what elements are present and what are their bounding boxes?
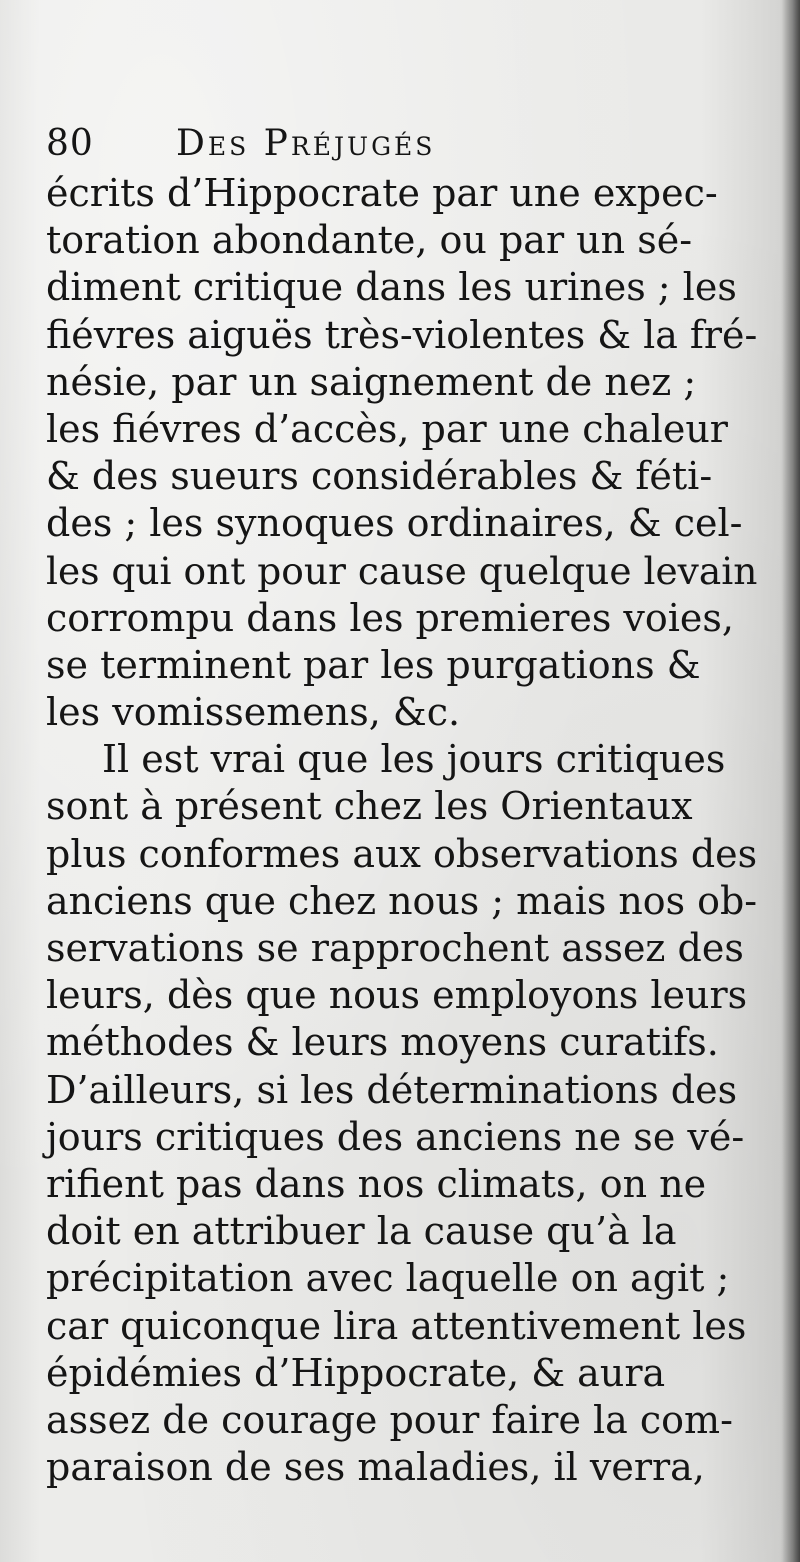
text-line: épidémies d’Hippocrate, & aura bbox=[46, 1350, 666, 1395]
text-line: corrompu dans les premieres voies, bbox=[46, 595, 734, 640]
text-line: écrits d’Hippocrate par une expec- bbox=[46, 171, 718, 215]
body-text bbox=[46, 170, 758, 1491]
text-line: les vomissemens, &c. bbox=[46, 690, 461, 735]
text-line: diment critique dans les urines ; les bbox=[46, 265, 737, 310]
text-line: servations se rapprochent assez des bbox=[46, 926, 744, 970]
text-line: plus conformes aux observations des bbox=[46, 831, 758, 876]
text-line: méthodes & leurs moyens curatifs. bbox=[46, 1020, 719, 1065]
page-number: 80 bbox=[46, 123, 94, 164]
text-line: anciens que chez nous ; mais nos ob- bbox=[46, 878, 758, 923]
text-line: leurs, dès que nous employons leurs bbox=[46, 973, 748, 1018]
text-line: toration abondante, ou par un sé- bbox=[46, 218, 693, 263]
page-edge-shadow bbox=[782, 0, 800, 1562]
text-line: jours critiques des anciens ne se vé- bbox=[46, 1114, 745, 1159]
running-title: Des Préjugés bbox=[176, 123, 436, 164]
text-line: fiévres aiguës très-violentes & la fré- bbox=[46, 312, 758, 357]
paragraph-first-line: Il est vrai que les jours critiques bbox=[102, 737, 726, 782]
text-line: les qui ont pour cause quelque levain bbox=[46, 548, 758, 593]
text-line: assez de courage pour faire la com- bbox=[46, 1397, 733, 1442]
text-line: précipitation avec laquelle on agit ; bbox=[46, 1256, 730, 1301]
page-header bbox=[46, 118, 766, 170]
text-line: des ; les synoques ordinaires, & cel- bbox=[46, 501, 743, 546]
text-line: se terminent par les purgations & bbox=[46, 642, 701, 687]
text-line: doit en attribuer la cause qu’à la bbox=[46, 1209, 677, 1254]
text-line: car quiconque lira attentivement les bbox=[46, 1303, 747, 1348]
text-line: D’ailleurs, si les déterminations des bbox=[46, 1067, 738, 1112]
text-line: paraison de ses maladies, il verra, bbox=[46, 1445, 705, 1490]
text-line: sont à présent chez les Orientaux bbox=[46, 784, 693, 829]
text-line: les fiévres d’accès, par une chaleur bbox=[46, 406, 728, 451]
text-line: rifient pas dans nos climats, on ne bbox=[46, 1161, 707, 1206]
text-line: nésie, par un saignement de nez ; bbox=[46, 359, 697, 404]
text-line: & des sueurs considérables & féti- bbox=[46, 454, 713, 499]
